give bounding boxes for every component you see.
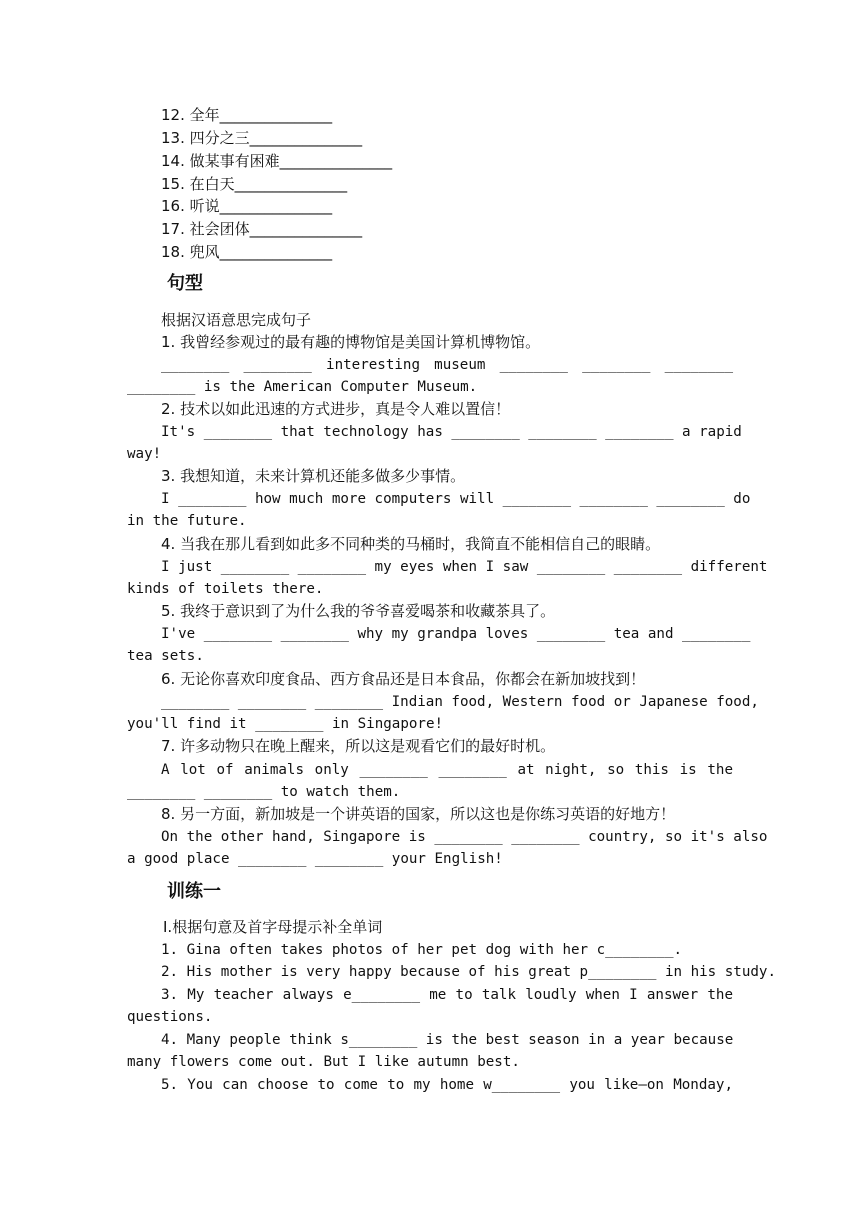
answer-line: kinds of toilets there. (127, 581, 324, 597)
vocab-item: 14. 做某事有困难_______________ (161, 152, 393, 170)
vocab-item: 15. 在白天_______________ (161, 175, 348, 193)
question-chinese: 2. 技术以如此迅速的方式进步，真是令人难以置信！ (161, 400, 511, 418)
practice-question-cont: questions. (127, 1009, 213, 1025)
answer-line: ________ ________ interesting museum ________ ________ ________ (161, 357, 733, 373)
practice-question: 2. His mother is very happy because of his great p________ in his study. (161, 964, 776, 980)
answer-line: tea sets. (127, 648, 204, 664)
practice-question-cont: many flowers come out. But I like autumn best. (127, 1054, 520, 1070)
answer-line: I just ________ ________ my eyes when I saw ________ ________ different (161, 559, 768, 575)
practice-question: 3. My teacher always e________ me to talk loudly when I answer the (161, 987, 733, 1003)
vocab-item: 18. 兜风_______________ (161, 243, 333, 261)
practice-question: 4. Many people think s________ is the best season in a year because (161, 1032, 734, 1048)
section-instruction: 根据汉语意思完成句子 (161, 311, 312, 329)
vocab-item: 16. 听说_______________ (161, 197, 333, 215)
section-instruction: Ⅰ.根据句意及首字母提示补全单词 (163, 918, 383, 936)
section-heading: 句型 (167, 273, 203, 294)
vocab-item: 13. 四分之三_______________ (161, 129, 363, 147)
question-chinese: 4. 当我在那儿看到如此多不同种类的马桶时，我简直不能相信自己的眼睛。 (161, 535, 661, 553)
answer-line: I've ________ ________ why my grandpa loves ________ tea and ________ (161, 626, 751, 642)
answer-line: ________ is the American Computer Museum. (127, 379, 478, 395)
answer-line: ________ ________ ________ Indian food, Western food or Japanese food, (161, 694, 759, 710)
vocab-item: 12. 全年_______________ (161, 106, 333, 124)
question-chinese: 1. 我曾经参观过的最有趣的博物馆是美国计算机博物馆。 (161, 333, 541, 351)
answer-line: way! (127, 446, 162, 462)
answer-line: On the other hand, Singapore is ________ ________ country, so it's also (161, 829, 768, 845)
question-chinese: 3. 我想知道，未来计算机还能多做多少事情。 (161, 467, 466, 485)
answer-line: A lot of animals only ________ ________ at night, so this is the (161, 762, 733, 778)
practice-question: 5. You can choose to come to my home w________ you like—on Monday, (161, 1077, 733, 1093)
vocab-item: 17. 社会团体_______________ (161, 220, 363, 238)
question-chinese: 6. 无论你喜欢印度食品、西方食品还是日本食品，你都会在新加坡找到！ (161, 670, 646, 688)
answer-line: It's ________ that technology has ________ ________ ________ a rapid (161, 424, 742, 440)
question-chinese: 5. 我终于意识到了为什么我的爷爷喜爱喝茶和收藏茶具了。 (161, 602, 556, 620)
practice-question: 1. Gina often takes photos of her pet dog with her c________. (161, 942, 683, 958)
answer-line: a good place ________ ________ your English! (127, 851, 503, 867)
answer-line: I ________ how much more computers will ________ ________ ________ do (161, 491, 751, 507)
answer-line: ________ ________ to watch them. (127, 784, 401, 800)
answer-line: you'll find it ________ in Singapore! (127, 716, 444, 732)
answer-line: in the future. (127, 513, 247, 529)
question-chinese: 8. 另一方面，新加坡是一个讲英语的国家，所以这也是你练习英语的好地方！ (161, 805, 676, 823)
question-chinese: 7. 许多动物只在晚上醒来，所以这是观看它们的最好时机。 (161, 737, 556, 755)
section-heading: 训练一 (167, 881, 221, 902)
